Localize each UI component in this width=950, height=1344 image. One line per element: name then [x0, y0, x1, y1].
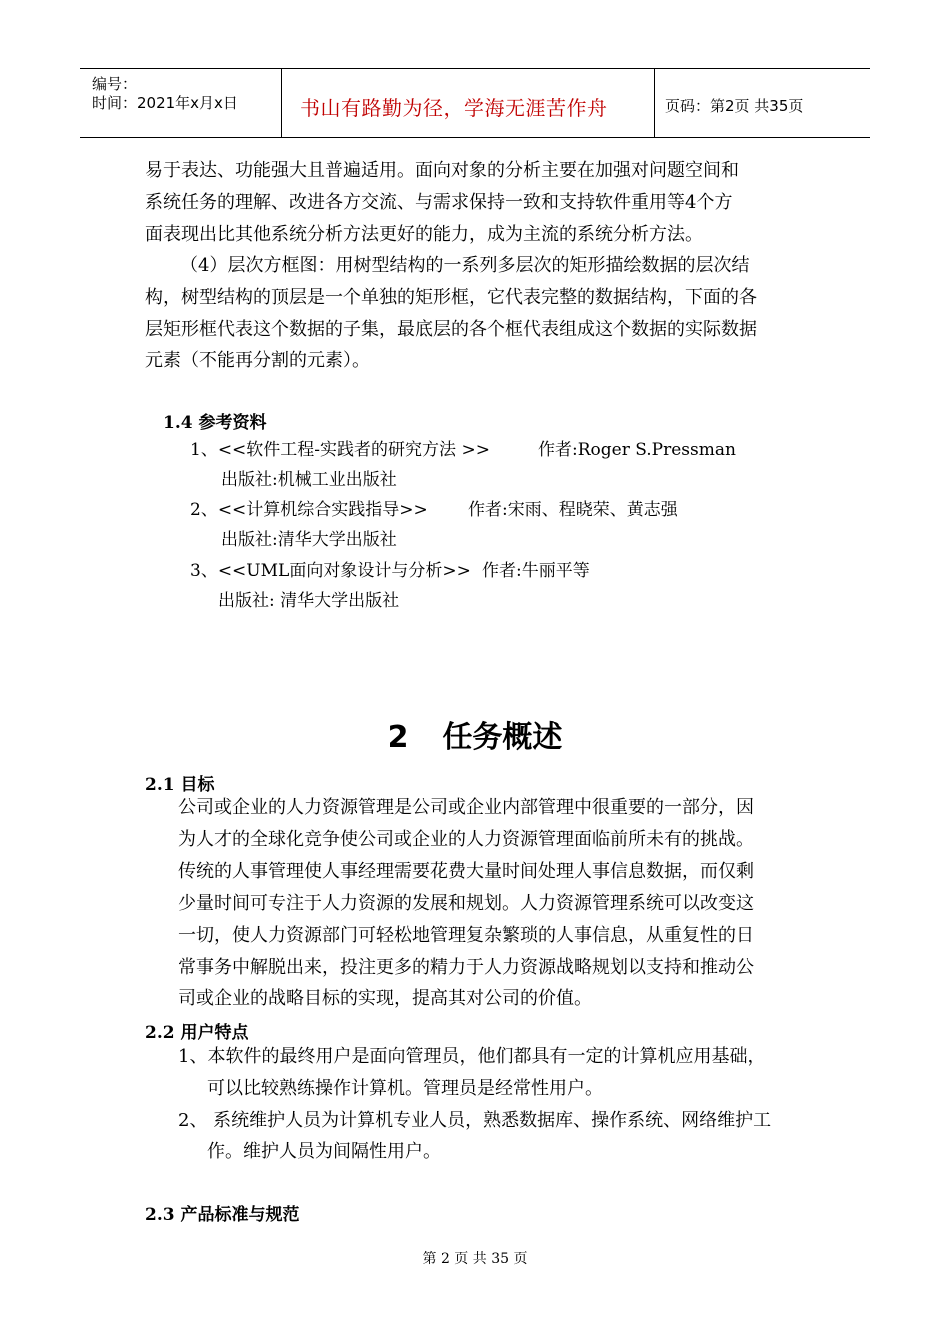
paragraph-line: 常事务中解脱出来，投注更多的精力于人力资源战略规划以支持和推动公	[178, 957, 754, 978]
section-heading-2-2: 2.2 用户特点	[145, 1023, 249, 1043]
section-heading-2-1: 2.1 目标	[145, 775, 215, 795]
list-item-continuation: 作。维护人员为间隔性用户。	[207, 1141, 441, 1162]
time-label: 时间：2021年x月x日	[92, 94, 238, 112]
header-meta-cell	[80, 69, 282, 137]
serial-label: 编号：	[92, 75, 138, 93]
header-page-cell	[655, 69, 870, 137]
list-item: 1、本软件的最终用户是面向管理员，他们都具有一定的计算机应用基础，	[178, 1046, 766, 1067]
reference-publisher: 出版社:机械工业出版社	[221, 470, 397, 490]
section-heading-2-3: 2.3 产品标准与规范	[145, 1205, 300, 1225]
paragraph-line: 构，树型结构的顶层是一个单独的矩形框，它代表完整的数据结构，下面的各	[145, 287, 757, 308]
paragraph-line: 传统的人事管理使人事经理需要花费大量时间处理人事信息数据，而仅剩	[178, 861, 754, 882]
paragraph-line: 为人才的全球化竞争使公司或企业的人力资源管理面临前所未有的挑战。	[178, 829, 754, 850]
header-motto-cell	[282, 69, 655, 137]
paragraph-line: 面表现出比其他系统分析方法更好的能力，成为主流的系统分析方法。	[145, 224, 703, 245]
paragraph-line: 系统任务的理解、改进各方交流、与需求保持一致和支持软件重用等4个方	[145, 192, 733, 213]
page-info: 页码：第2页 共35页	[665, 97, 804, 115]
chapter-title: 任务概述	[442, 720, 563, 755]
page-footer: 第 2 页 共 35 页	[422, 1251, 528, 1267]
paragraph-line: 层矩形框代表这个数据的子集，最底层的各个框代表组成这个数据的实际数据	[145, 319, 757, 340]
reference-title: 2、<<计算机综合实践指导>>	[190, 500, 428, 520]
reference-author: 作者:Roger S.Pressman	[538, 440, 736, 460]
reference-author: 作者:宋雨、程晓荣、黄志强	[468, 500, 678, 520]
list-item: 2、 系统维护人员为计算机专业人员，熟悉数据库、操作系统、网络维护工	[178, 1110, 772, 1131]
list-item-continuation: 可以比较熟练操作计算机。管理员是经常性用户。	[207, 1078, 603, 1099]
reference-title: 1、<<软件工程-实践者的研究方法 >>	[190, 440, 490, 460]
motto: 书山有路勤为径，学海无涯苦作舟	[300, 96, 608, 120]
paragraph-line: 易于表达、功能强大且普遍适用。面向对象的分析主要在加强对问题空间和	[145, 160, 739, 181]
reference-publisher: 出版社: 清华大学出版社	[218, 591, 400, 611]
chapter-number: 2	[387, 720, 409, 755]
page-header	[80, 68, 870, 138]
section-heading-1-4: 1.4 参考资料	[163, 413, 267, 433]
paragraph-line: 元素（不能再分割的元素）。	[145, 350, 370, 371]
reference-publisher: 出版社:清华大学出版社	[221, 530, 397, 550]
paragraph-line: 公司或企业的人力资源管理是公司或企业内部管理中很重要的一部分，因	[178, 797, 754, 818]
reference-title: 3、<<UML面向对象设计与分析>>	[190, 561, 471, 581]
chapter-heading	[0, 712, 950, 756]
paragraph-line: 少量时间可专注于人力资源的发展和规划。人力资源管理系统可以改变这	[178, 893, 754, 914]
paragraph-line: （4）层次方框图：用树型结构的一系列多层次的矩形描绘数据的层次结	[180, 255, 750, 276]
paragraph-line: 司或企业的战略目标的实现，提高其对公司的价值。	[178, 988, 592, 1009]
paragraph-line: 一切，使人力资源部门可轻松地管理复杂繁琐的人事信息，从重复性的日	[178, 925, 754, 946]
reference-author: 作者:牛丽平等	[482, 561, 590, 581]
